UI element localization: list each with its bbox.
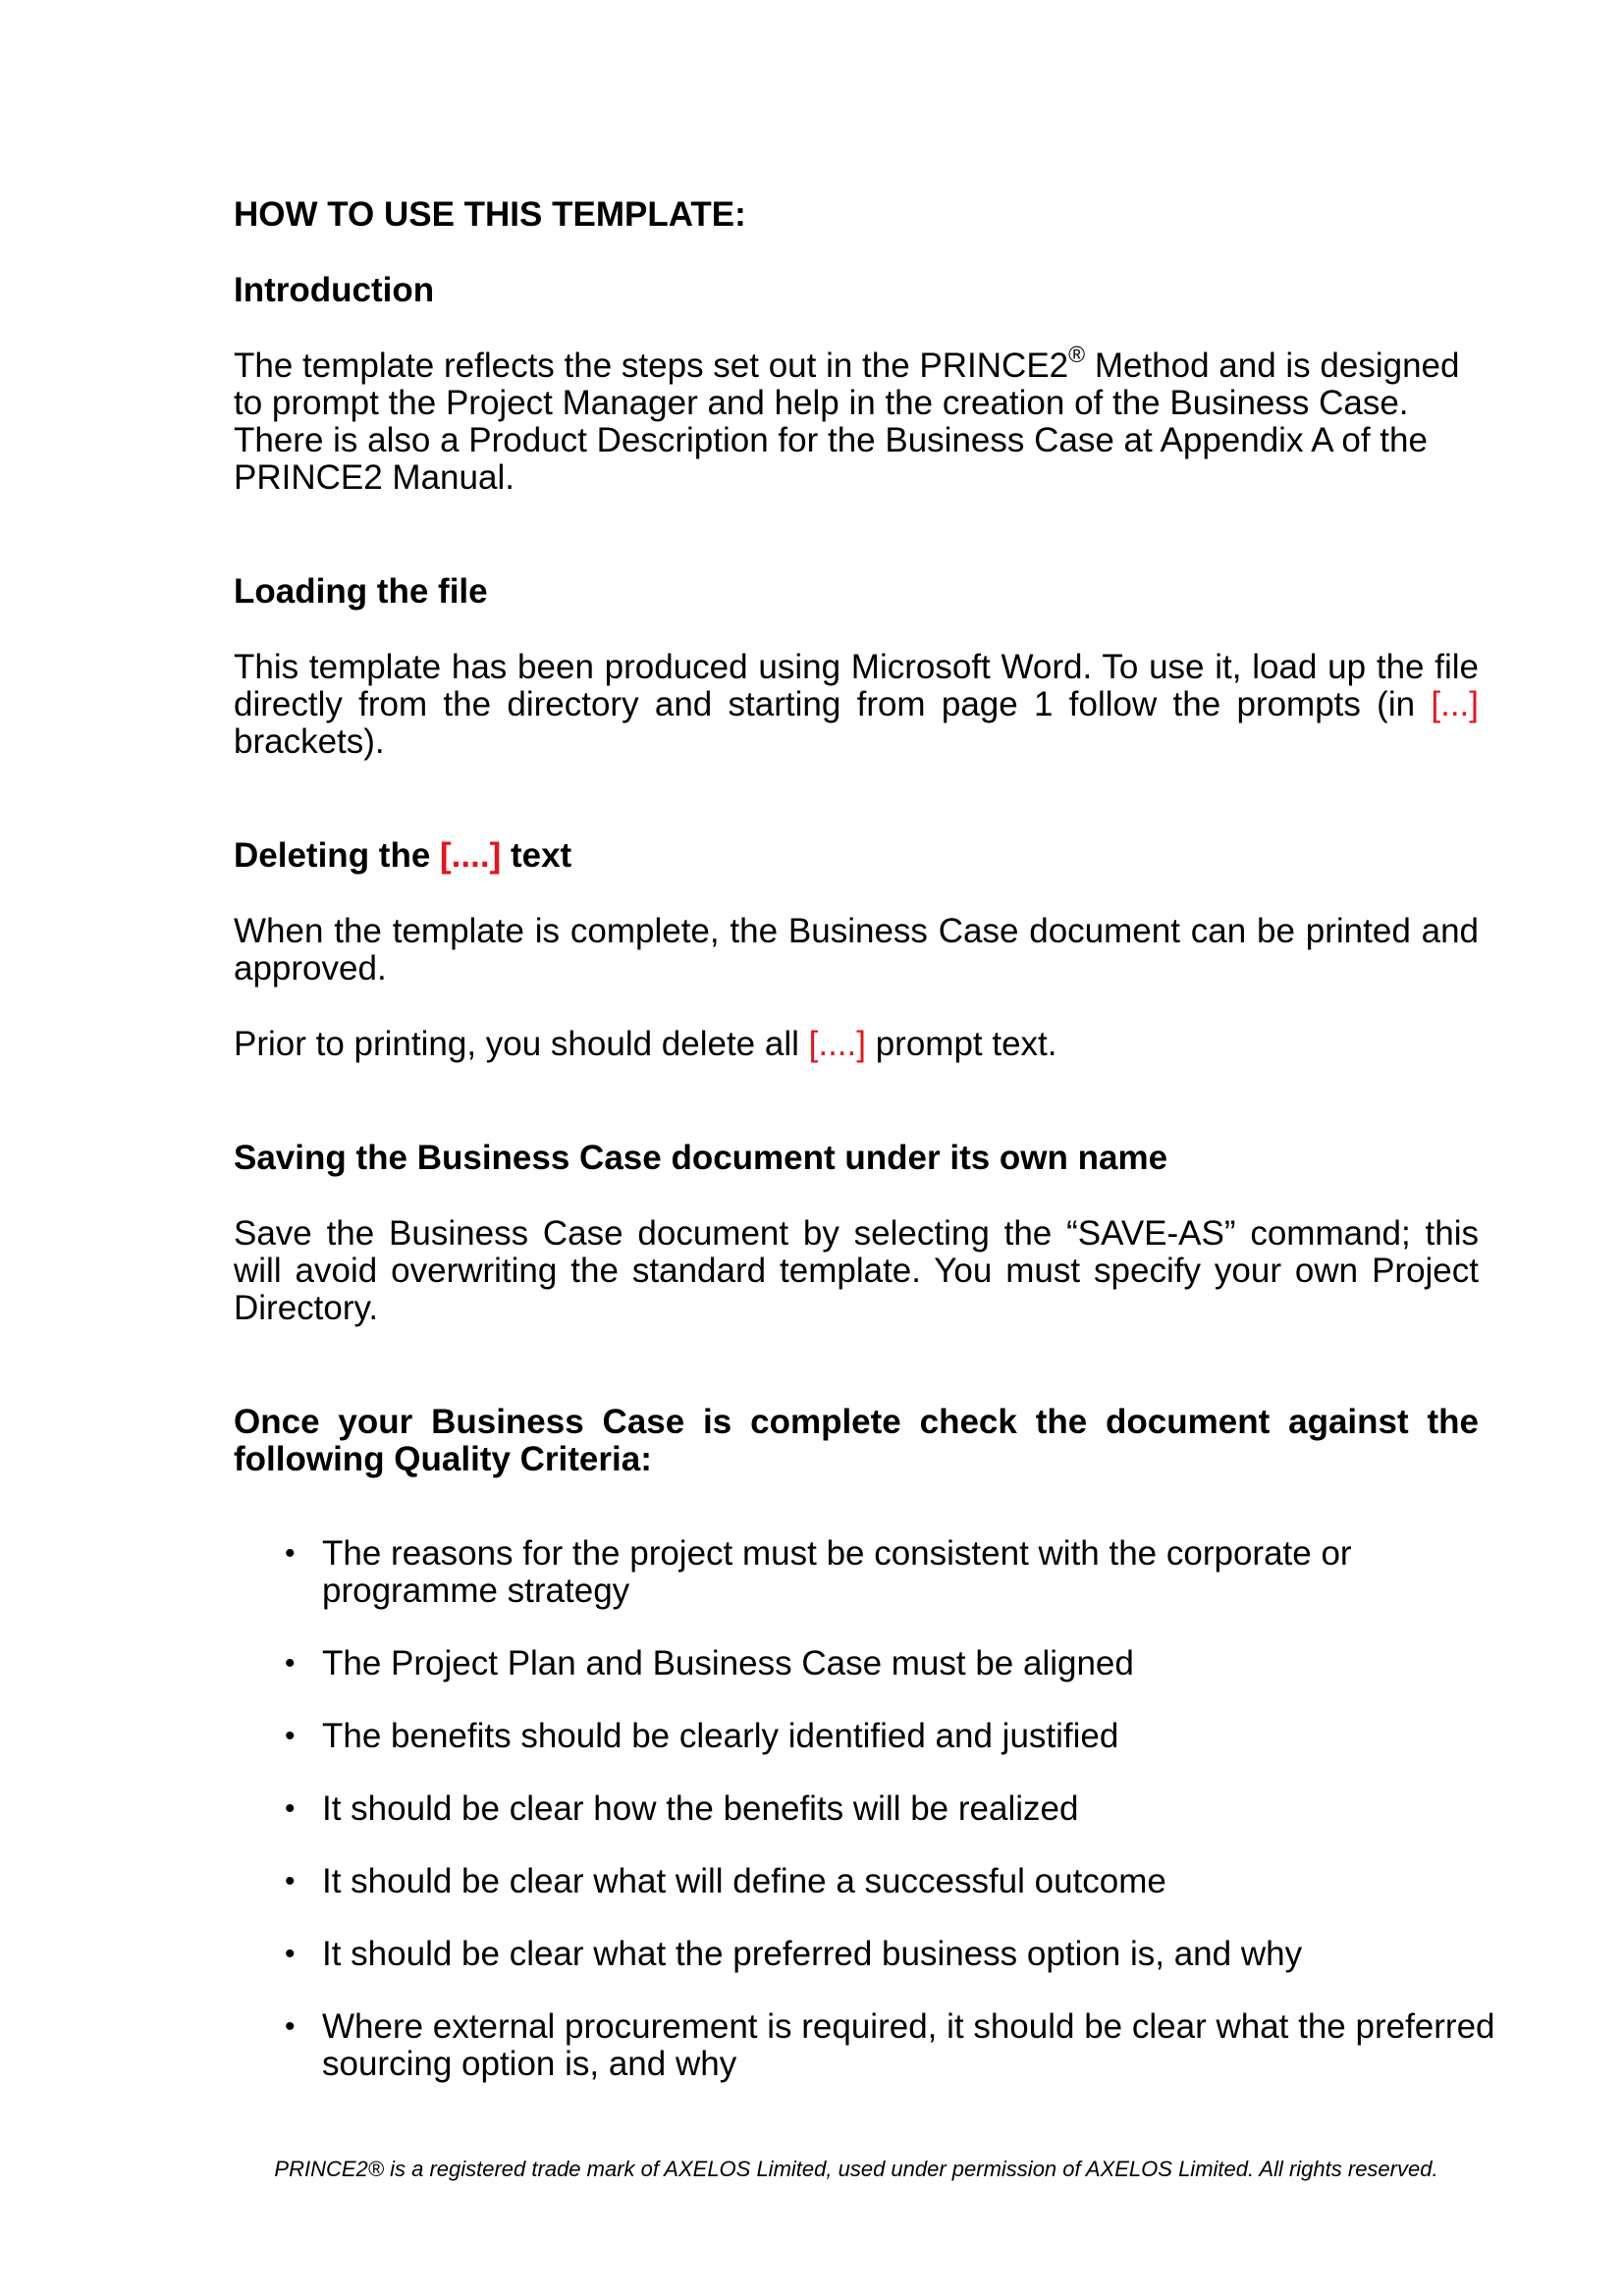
document-body bbox=[234, 195, 1495, 2118]
saving-heading: Saving the Business Case document under its own name bbox=[234, 1139, 1168, 1177]
bullet-icon: • bbox=[285, 1537, 296, 1570]
list-item: • It should be clear how the benefits will be realized bbox=[285, 1789, 1079, 1828]
saving-paragraph: Save the Business Case document by selecting the “SAVE-AS” command; this will avoid overwriting the standard template. You must specify your own Project Directory. bbox=[234, 1214, 1479, 1327]
bullet-icon: • bbox=[285, 1938, 296, 1970]
registered-mark: ® bbox=[1068, 342, 1086, 368]
quality-criteria-list bbox=[234, 1534, 1495, 2083]
list-item: • Where external procurement is required, it should be clear what the preferred sourcing option is, and why bbox=[285, 2007, 1495, 2083]
list-item: • The reasons for the project must be consistent with the corporate or programme strategy bbox=[285, 1534, 1352, 1610]
prompt-brackets: [...] bbox=[1431, 685, 1479, 723]
loading-heading: Loading the file bbox=[234, 572, 488, 611]
deleting-heading: Deleting the [....] text bbox=[234, 836, 572, 875]
bullet-icon: • bbox=[285, 1792, 296, 1825]
bullet-icon: • bbox=[285, 1720, 296, 1752]
bullet-icon: • bbox=[285, 2010, 296, 2043]
loading-paragraph: This template has been produced using Microsoft Word. To use it, load up the file directly from the directory and starting from page 1 follow the prompts (in [...] brackets). bbox=[234, 648, 1479, 761]
deleting-paragraph-2: Prior to printing, you should delete all [....] prompt text. bbox=[234, 1025, 1057, 1063]
list-item: • It should be clear what will define a successful outcome bbox=[285, 1862, 1166, 1900]
introduction-heading: Introduction bbox=[234, 271, 435, 309]
page-title: HOW TO USE THIS TEMPLATE: bbox=[234, 195, 746, 234]
list-item: • The Project Plan and Business Case must be aligned bbox=[285, 1644, 1134, 1682]
introduction-paragraph: The template reflects the steps set out in the PRINCE2® Method and is designed to prompt the Project Manager and help in the creation of the Business Case. There is also a Product Description for the Business Case at Appendix A of the PRINCE2 Manual. bbox=[234, 342, 1460, 497]
quality-heading: Once your Business Case is complete check the document against the following Quality Criteria: bbox=[234, 1403, 1479, 1478]
list-item: • It should be clear what the preferred business option is, and why bbox=[285, 1935, 1303, 1973]
prompt-brackets: [....] bbox=[808, 1025, 866, 1063]
bullet-icon: • bbox=[285, 1647, 296, 1680]
list-item: • The benefits should be clearly identified and justified bbox=[285, 1717, 1119, 1755]
bullet-icon: • bbox=[285, 1865, 296, 1897]
prompt-brackets: [....] bbox=[440, 836, 502, 875]
footer-trademark-notice: PRINCE2® is a registered trade mark of AXELOS Limited, used under permission of AXELOS Limited. All rights reserved. bbox=[274, 2157, 1438, 2181]
deleting-paragraph: When the template is complete, the Business Case document can be printed and approved. bbox=[234, 912, 1479, 988]
